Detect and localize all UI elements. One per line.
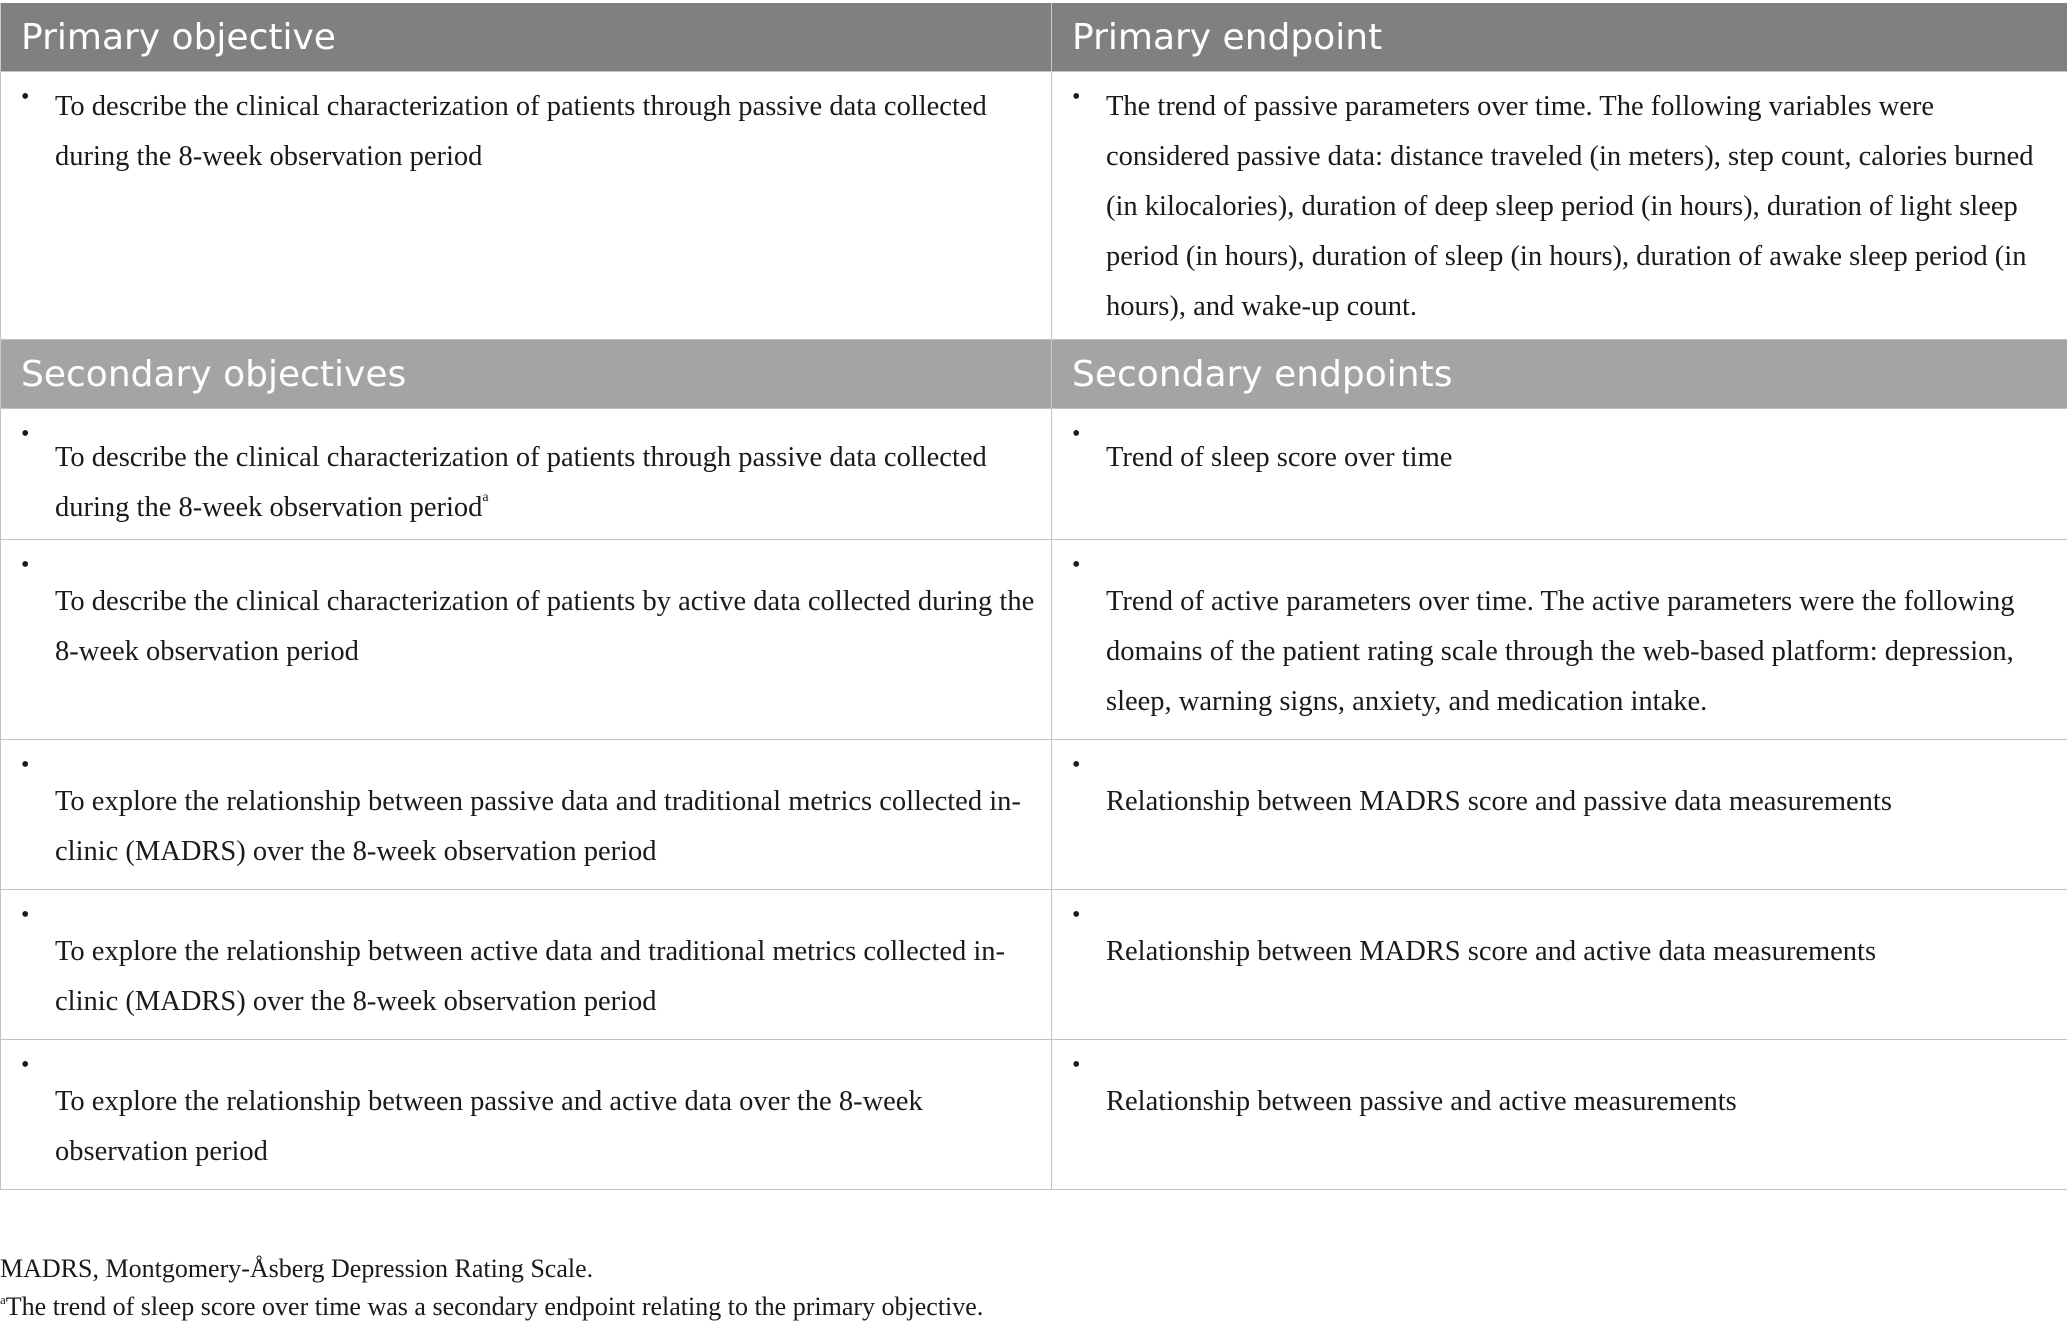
secondary-endpoint-text: • Relationship between passive and active measurements [1052, 1040, 2067, 1127]
objectives-endpoints-table-wrapper [0, 3, 2067, 1190]
secondary-endpoint-cell [1052, 540, 2067, 740]
table-footnotes [0, 1250, 983, 1326]
table-row [1, 740, 2067, 890]
secondary-endpoint-cell [1052, 409, 2067, 540]
footnote-text: The trend of sleep score over time was a secondary endpoint relating to the primary objective. [5, 1292, 984, 1321]
primary-row [1, 72, 2067, 340]
objectives-endpoints-table [0, 3, 2067, 1190]
secondary-endpoint-text: • Trend of sleep score over time [1052, 409, 2067, 483]
secondary-endpoint-text: • Relationship between MADRS score and passive data measurements [1052, 740, 2067, 827]
secondary-objective-text: • To explore the relationship between passive and active data over the 8-week observation period [1, 1040, 1051, 1177]
primary-objective-cell [1, 72, 1052, 340]
table-row [1, 540, 2067, 740]
secondary-endpoint-cell [1052, 890, 2067, 1040]
primary-objective-text: • To describe the clinical characterization of patients through passive data collected during the 8-week observation period [1, 72, 1051, 182]
secondary-objective-text: • To explore the relationship between active data and traditional metrics collected in-clinic (MADRS) over the 8-week observation period [1, 890, 1051, 1027]
secondary-objective-cell [1, 409, 1052, 540]
footnote-marker: a [0, 1292, 6, 1307]
secondary-endpoints-heading: Secondary endpoints [1052, 340, 2067, 409]
secondary-objective-cell [1, 1040, 1052, 1190]
secondary-objective-cell [1, 740, 1052, 890]
footnote-marker: a [482, 490, 489, 505]
superscript-footnote [0, 1288, 983, 1326]
primary-endpoint-text: • The trend of passive parameters over time. The following variables were considered passive data: distance traveled (in meters), step count, calories burned (in kilocalories), duration of deep sleep period (in hours), duration of light sleep period (in hours), duration of sleep (in hours), duration of awake sleep period (in hours), and wake-up count. [1052, 72, 2067, 332]
table-row [1, 409, 2067, 540]
secondary-objective-text: • To explore the relationship between passive data and traditional metrics collected in-clinic (MADRS) over the 8-week observation period [1, 740, 1051, 877]
secondary-objective-cell [1, 540, 1052, 740]
secondary-objective-cell [1, 890, 1052, 1040]
primary-objective-heading: Primary objective [1, 3, 1052, 72]
table-row [1, 1040, 2067, 1190]
secondary-objective-text: • To describe the clinical characterization of patients through passive data collected during the 8-week observation period$^a$ [1, 409, 1051, 533]
secondary-objectives-heading: Secondary objectives [1, 340, 1052, 409]
secondary-header-row [1, 340, 2067, 409]
secondary-objective-text: • To describe the clinical characterization of patients by active data collected during the 8-week observation period [1, 540, 1051, 677]
secondary-endpoint-cell [1052, 740, 2067, 890]
primary-endpoint-heading: Primary endpoint [1052, 3, 2067, 72]
abbreviation-footnote: MADRS, Montgomery-Åsberg Depression Rating Scale. [0, 1254, 594, 1283]
table-row [1, 890, 2067, 1040]
secondary-endpoint-cell [1052, 1040, 2067, 1190]
secondary-endpoint-text: • Trend of active parameters over time. The active parameters were the following domains of the patient rating scale through the web-based platform: depression, sleep, warning signs, anxiety, and medication intake. [1052, 540, 2067, 727]
primary-header-row [1, 3, 2067, 72]
secondary-endpoint-text: • Relationship between MADRS score and active data measurements [1052, 890, 2067, 977]
primary-endpoint-cell [1052, 72, 2067, 340]
